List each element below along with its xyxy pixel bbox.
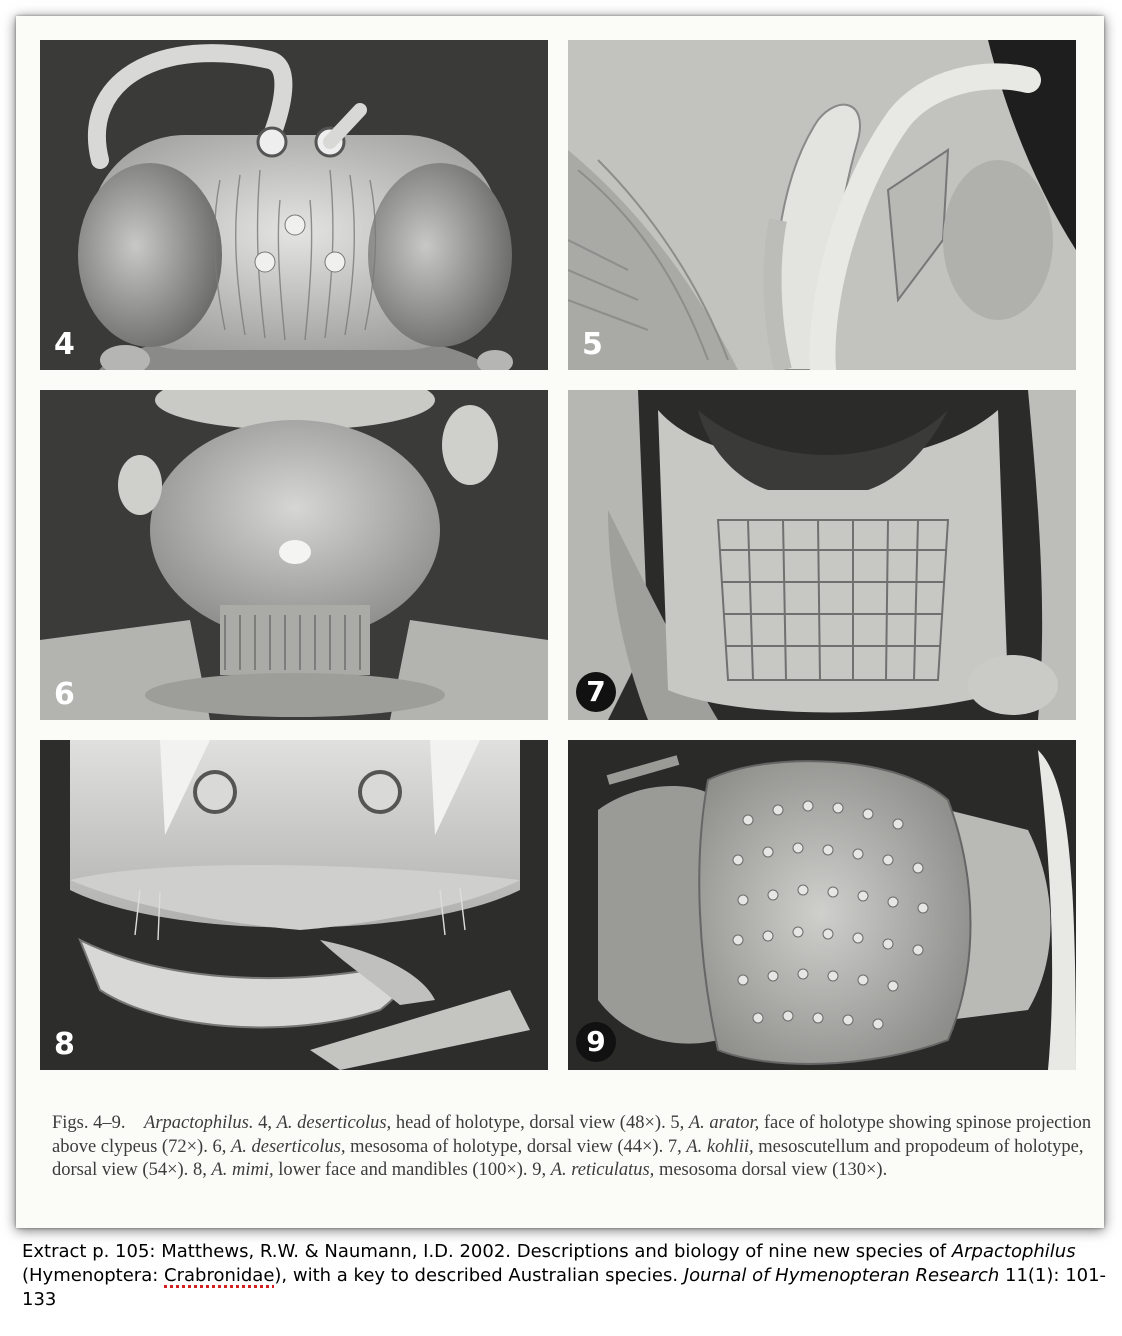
caption-part-5-num: 5,: [665, 1113, 689, 1133]
figure-caption: [52, 1112, 1102, 1183]
fig5-sem-face-image: [568, 40, 1076, 370]
caption-part-4-desc: head of holotype, dorsal view (48×).: [391, 1113, 666, 1133]
citation-genus: Arpactophilus: [951, 1241, 1076, 1262]
citation-mid2: ), with a key to described Australian species.: [274, 1265, 684, 1286]
caption-part-6-species: A. deserticolus,: [230, 1136, 346, 1157]
caption-part-8-num: 8,: [188, 1160, 212, 1181]
figure-9-label: 9: [576, 1022, 616, 1062]
caption-part-9-num: 9,: [527, 1160, 551, 1181]
citation-suffix: 11(1): 101-133: [22, 1265, 1107, 1310]
caption-genus: Arpactophilus.: [144, 1113, 254, 1133]
citation-prefix: Extract p. 105: Matthews, R.W. & Naumann, I.D. 2002. Descriptions and biology of nine new species of: [22, 1241, 952, 1262]
caption-part-4-num: 4,: [253, 1113, 277, 1133]
figure-6-label: 6: [54, 677, 75, 712]
caption-part-4-species: A. deserticolus,: [276, 1113, 392, 1133]
fig6-sem-mesosoma-image: [40, 390, 548, 720]
citation-mid1: (Hymenoptera:: [22, 1265, 165, 1286]
fig7-sem-propodeum-image: [568, 390, 1076, 720]
figure-4-panel: [40, 40, 548, 370]
caption-part-7-species: A. kohlii,: [686, 1136, 754, 1157]
caption-part-9-desc: mesosoma dorsal view (130×).: [654, 1160, 888, 1181]
caption-part-5-species: A. arator,: [688, 1113, 760, 1133]
figure-4-label: 4: [54, 327, 75, 362]
caption-part-6-num: 6,: [207, 1136, 231, 1157]
caption-part-6-desc: mesosoma of holotype, dorsal view (44×).: [345, 1136, 664, 1157]
caption-part-7-desc: mesoscutellum and propodeum of holotype, dorsal view (54×).: [52, 1136, 1084, 1181]
figure-7-panel: [568, 390, 1076, 720]
figure-5-label: 5: [582, 327, 603, 362]
figure-7-label: 7: [576, 672, 616, 712]
figure-6-panel: [40, 390, 548, 720]
caption-part-9-species: A. reticulatus,: [550, 1160, 655, 1181]
caption-lead: Figs. 4–9.: [52, 1113, 126, 1133]
caption-part-7-num: 7,: [663, 1136, 687, 1157]
figure-5-panel: [568, 40, 1076, 370]
fig9-sem-mesosoma-image: [568, 740, 1076, 1070]
figure-9-panel: [568, 740, 1076, 1070]
citation-text: [22, 1240, 1112, 1312]
figure-8-label: 8: [54, 1027, 75, 1062]
caption-part-8-desc: lower face and mandibles (100×).: [273, 1160, 528, 1181]
fig8-sem-mandibles-image: [40, 740, 548, 1070]
caption-part-8-species: A. mimi,: [211, 1160, 274, 1181]
figure-8-panel: [40, 740, 548, 1070]
figure-plate: [16, 16, 1104, 1228]
fig4-sem-head-image: [40, 40, 548, 370]
caption-part-5-desc: face of holotype showing spinose projection above clypeus (72×).: [52, 1113, 1092, 1157]
citation-journal: Journal of Hymenopteran Research: [683, 1265, 1000, 1286]
citation-family-spellcheck[interactable]: Crabronidae: [164, 1265, 275, 1286]
